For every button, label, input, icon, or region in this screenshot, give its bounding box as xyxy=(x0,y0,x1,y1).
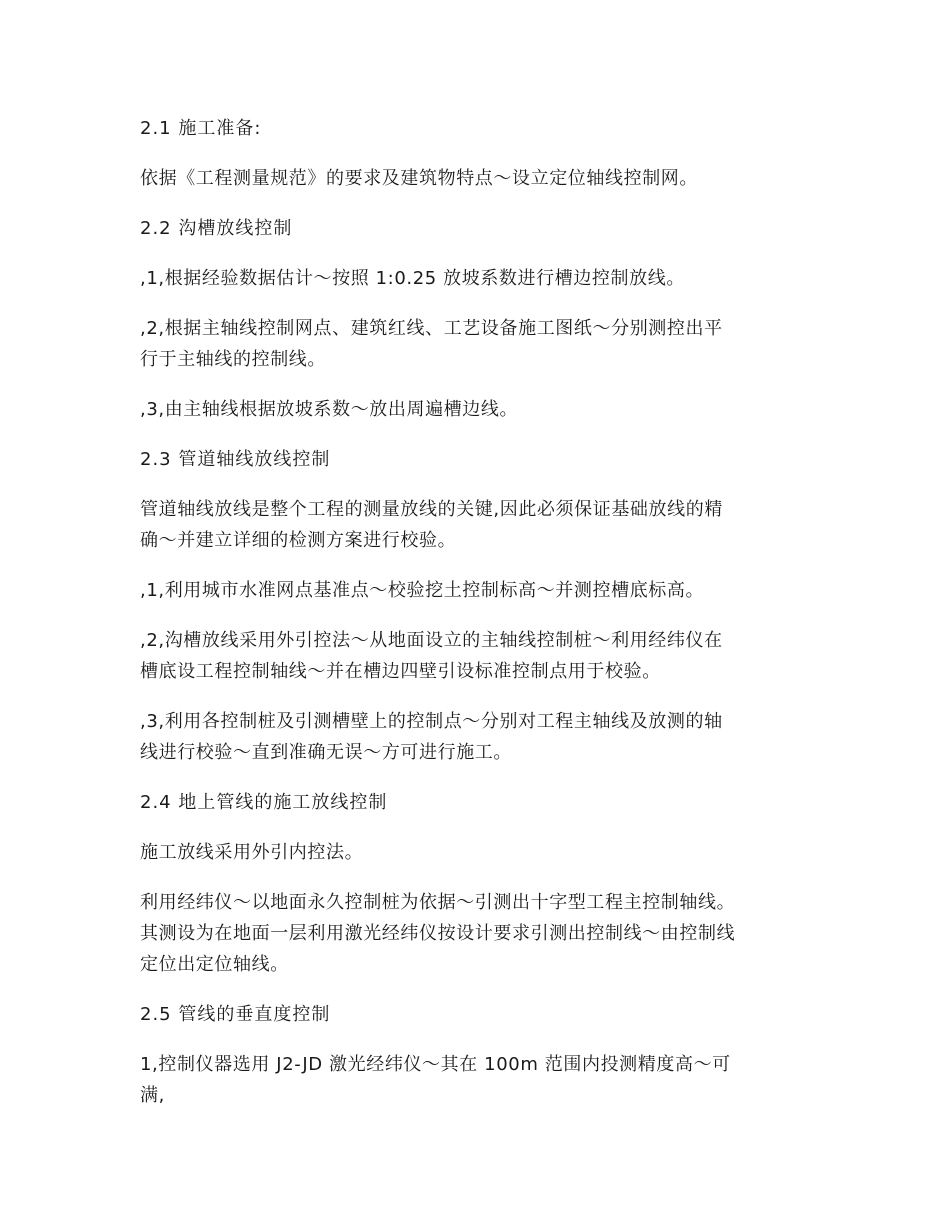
text-line: ,3,利用各控制桩及引测槽壁上的控制点～分别对工程主轴线及放测的轴 xyxy=(140,711,723,732)
text-line: 利用经纬仪～以地面永久控制桩为依据～引测出十字型工程主控制轴线。 xyxy=(140,892,736,913)
text-line: 2.2 沟槽放线控制 xyxy=(140,218,293,239)
text-line: 线进行校验～直到准确无误～方可进行施工。 xyxy=(140,742,512,763)
section-heading-2-1 xyxy=(140,113,820,144)
paragraph xyxy=(140,263,820,294)
text-line: 依据《工程测量规范》的要求及建筑物特点～设立定位轴线控制网。 xyxy=(140,168,698,189)
paragraph xyxy=(140,625,820,687)
paragraph xyxy=(140,706,820,768)
text-line: 其测设为在地面一层利用激光经纬仪按设计要求引测出控制线～由控制线 xyxy=(140,923,736,944)
text-line: ,1,利用城市水准网点基准点～校验挖土控制标高～并测控槽底标高。 xyxy=(140,580,705,601)
text-line: 管道轴线放线是整个工程的测量放线的关键,因此必须保证基础放线的精 xyxy=(140,499,723,520)
text-line: ,3,由主轴线根据放坡系数～放出周遍槽边线。 xyxy=(140,399,519,420)
paragraph xyxy=(140,837,820,868)
text-line: 施工放线采用外引内控法。 xyxy=(140,842,364,863)
text-line: 2.5 管线的垂直度控制 xyxy=(140,1004,331,1025)
text-line: 满, xyxy=(140,1085,165,1106)
section-heading-2-2 xyxy=(140,213,820,244)
section-heading-2-4 xyxy=(140,787,820,818)
paragraph xyxy=(140,887,820,980)
text-line: 2.3 管道轴线放线控制 xyxy=(140,449,331,470)
paragraph xyxy=(140,575,820,606)
text-line: ,1,根据经验数据估计～按照 1:0.25 放坡系数进行槽边控制放线。 xyxy=(140,268,685,289)
text-line: 行于主轴线的控制线。 xyxy=(140,349,326,370)
text-line: 槽底设工程控制轴线～并在槽边四壁引设标准控制点用于校验。 xyxy=(140,661,661,682)
paragraph xyxy=(140,163,820,194)
paragraph xyxy=(140,313,820,375)
text-line: ,2,沟槽放线采用外引控法～从地面设立的主轴线控制桩～利用经纬仪在 xyxy=(140,630,723,651)
text-line: ,2,根据主轴线控制网点、建筑红线、工艺设备施工图纸～分别测控出平 xyxy=(140,318,723,339)
text-line: 1,控制仪器选用 J2-JD 激光经纬仪～其在 100m 范围内投测精度高～可 xyxy=(140,1054,731,1075)
paragraph xyxy=(140,494,820,556)
section-heading-2-3 xyxy=(140,444,820,475)
text-line: 2.1 施工准备: xyxy=(140,118,262,139)
paragraph xyxy=(140,394,820,425)
text-line: 2.4 地上管线的施工放线控制 xyxy=(140,792,388,813)
section-heading-2-5 xyxy=(140,999,820,1030)
paragraph xyxy=(140,1049,820,1111)
text-line: 确～并建立详细的检测方案进行校验。 xyxy=(140,530,457,551)
document-page xyxy=(140,113,820,1130)
text-line: 定位出定位轴线。 xyxy=(140,954,289,975)
document-body xyxy=(140,113,820,1111)
